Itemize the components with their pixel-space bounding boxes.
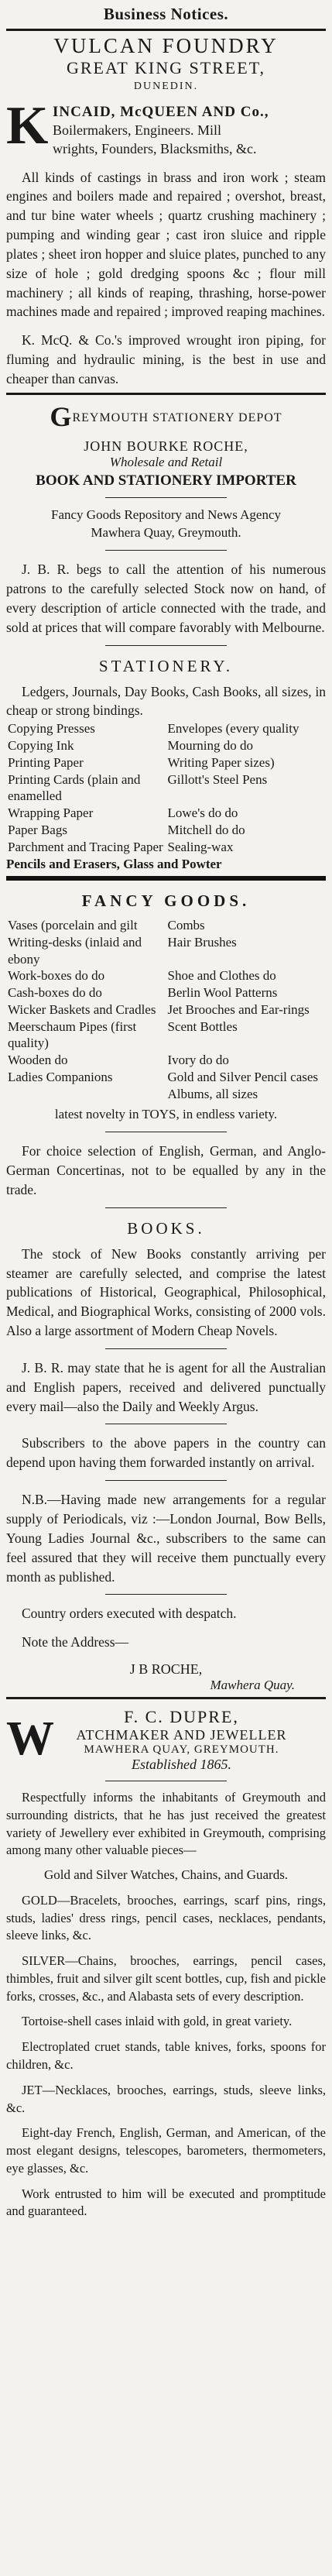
fancy-goods-heading: FANCY GOODS. bbox=[81, 891, 251, 911]
fancy-item-row bbox=[6, 984, 326, 1001]
fancy-item-row bbox=[6, 1001, 326, 1018]
stationery-item-right-item: Mitchell do do bbox=[167, 822, 245, 837]
books-rule-4 bbox=[105, 1480, 227, 1481]
divider-2 bbox=[6, 1697, 326, 1699]
books-address-place: Mawhera Quay. bbox=[210, 1678, 295, 1693]
books-paragraph-3: Subscribers to the above papers in the country can depend upon having them forwarded instantly on arrival. bbox=[6, 1435, 326, 1471]
stationery-rule-2 bbox=[105, 550, 227, 551]
stationery-item-right-item: Gillott's Steel Pens bbox=[167, 771, 268, 787]
stationery-item-left-item: Copying Presses bbox=[8, 721, 95, 737]
fancy-item-right-item: Hair Brushes bbox=[167, 934, 237, 950]
fancy-item-row bbox=[6, 934, 326, 968]
books-note: Note the Address— bbox=[22, 1634, 129, 1650]
toys-line: latest novelty in TOYS, in endless variety. bbox=[54, 1107, 278, 1122]
dupre-repairs: Work entrusted to him will be executed and promptitude and guaranteed. bbox=[6, 2186, 326, 2219]
fancy-item-row bbox=[6, 917, 326, 934]
dupre-place: MAWHERA QUAY, GREYMOUTH. bbox=[84, 1743, 279, 1757]
fancy-item-right-item: Berlin Wool Patterns bbox=[167, 985, 278, 1001]
stationery-item-row bbox=[6, 720, 326, 737]
vulcan-firm-block bbox=[6, 95, 326, 159]
stationery-item-row bbox=[6, 839, 326, 856]
stationery-item-left-item: Printing Paper bbox=[8, 754, 84, 770]
stationery-section-heading: STATIONERY. bbox=[98, 656, 234, 675]
column-header: Business Notices. bbox=[103, 5, 229, 23]
fancy-goods-table bbox=[6, 917, 326, 1102]
dupre-jet: JET—Necklaces, brooches, earrings, studs, sleeve links, &c. bbox=[6, 2082, 326, 2115]
stationery-item-row bbox=[6, 737, 326, 754]
stationery-paragraph-1: J. B. R. begs to call the attention of his numerous patrons to the carefully selected Stock now on hand, of every description of article connected with the trade, and sold at prices that will compare favorably with Melbourne. bbox=[6, 562, 326, 635]
fancy-item-right-item: Ivory do do bbox=[167, 1053, 229, 1068]
stationery-item-left-item: Copying Ink bbox=[8, 738, 74, 754]
fancy-item-right-item: Gold and Silver Pencil cases bbox=[167, 1069, 319, 1084]
stationery-item-table bbox=[6, 720, 326, 855]
books-paragraph-4: N.B.—Having made new arrangements for a regular supply of Periodicals, viz :—London Journal, Bow Bells, Young Ladies Journal &c., subscribers to the same can feel assured that they will receive them punctually every month as published. bbox=[6, 1492, 326, 1585]
fancy-item-left-item: Cash-boxes do do bbox=[8, 985, 102, 1001]
stationery-line-2: Mawhera Quay, Greymouth. bbox=[91, 525, 241, 541]
vulcan-firm-name: INCAID, McQUEEN AND Co., bbox=[53, 103, 269, 120]
dupre-electro: Electroplated cruet stands, table knives, forks, spoons for children, &c. bbox=[6, 2039, 326, 2073]
dupre-established: Established 1865. bbox=[132, 1757, 231, 1773]
vulcan-title: VULCAN FOUNDRY bbox=[53, 34, 279, 57]
vulcan-city: DUNEDIN. bbox=[133, 80, 199, 92]
fancy-item-left-item: Wicker Baskets and Cradles bbox=[8, 1001, 156, 1017]
books-rule bbox=[105, 1207, 227, 1208]
stationery-proprietor: JOHN BOURKE ROCHE, bbox=[84, 438, 248, 454]
fancy-item-left-item: Vases (porcelain and gilt bbox=[8, 918, 138, 933]
stationery-item-row bbox=[6, 771, 326, 805]
books-paragraph-1: The stock of New Books constantly arriving per steamer are carefully selected, and comprise the latest publications of Historical, Geographical, Philosophical, Medical, and Biographical Works, consisting of 2000 vols. Also a large assortment of Modern Cheap Novels. bbox=[6, 1245, 326, 1339]
dupre-title: F. C. DUPRE, bbox=[124, 1707, 239, 1727]
stationery-item-row bbox=[6, 822, 326, 839]
dupre-watches-line: Gold and Silver Watches, Chains, and Guards. bbox=[43, 1867, 289, 1883]
vulcan-street: GREAT KING STREET, bbox=[66, 57, 265, 77]
fancy-item-row bbox=[6, 1086, 326, 1103]
fancy-item-right-item: Albums, all sizes bbox=[167, 1086, 258, 1101]
fancy-item-row bbox=[6, 967, 326, 984]
vulcan-paragraph-2: K. McQ. & Co.'s improved wrought iron piping, for fluming and hydraulic mining, is the best in use and cheaper than canvas. bbox=[6, 332, 326, 387]
books-address-name: J B ROCHE, bbox=[129, 1661, 203, 1678]
books-rule-5 bbox=[105, 1594, 227, 1595]
fancy-item-row bbox=[6, 1018, 326, 1053]
stationery-heading bbox=[6, 399, 326, 435]
vulcan-trades-line-2: wrights, Founders, Blacksmiths, &c. bbox=[53, 141, 257, 157]
concertinas-paragraph: For choice selection of English, German, and Anglo-German Concertinas, not to be equalled by any in the trade. bbox=[6, 1143, 326, 1197]
vulcan-paragraph-1: All kinds of castings in brass and iron work ; steam engines and boilers made and repaired ; overshot, breast, and tur bine water wheels ; quartz crushing machinery ; pumping and winding gear ; cast iron sluice and ripple plates ; sheet iron hopper and sluice plates, punched to any size of hole ; gold dredging spoons &c ; flour mill machinery ; all kinds of reaping, thrashing, horse-power machines made and repaired ; improved reaping machines. bbox=[6, 169, 326, 320]
vulcan-foundry-notice bbox=[6, 35, 326, 389]
stationery-trade: BOOK AND STATIONERY IMPORTER bbox=[36, 472, 296, 489]
books-paragraph-2: J. B. R. may state that he is agent for all the Australian and English papers, received and delivered punctually every mail—also the Daily and Weekly Argus. bbox=[6, 1359, 326, 1414]
dupre-notice bbox=[6, 1707, 326, 2221]
dupre-tortoise: Tortoise-shell cases inlaid with gold, in great variety. bbox=[22, 2014, 293, 2029]
stationery-line-1: Fancy Goods Repository and News Agency bbox=[51, 507, 281, 522]
stationery-item-right-item: Sealing-wax bbox=[167, 839, 234, 854]
books-heading: BOOKS. bbox=[127, 1218, 205, 1238]
stationery-rule-3 bbox=[105, 645, 227, 646]
dupre-trade: ATCHMAKER AND JEWELLER bbox=[76, 1727, 287, 1743]
stationery-item-row bbox=[6, 805, 326, 822]
dupre-paragraph-1: Respectfully informs the inhabitants of Greymouth and surrounding districts, that he has just received the greatest variety of Jewellery ever exhibited in Greymouth, comprising among many other valuable pieces— bbox=[6, 1790, 326, 1858]
header-rule bbox=[6, 29, 326, 31]
vulcan-dropcap: K bbox=[6, 95, 49, 156]
dupre-gold: GOLD—Bracelets, brooches, earrings, scarf pins, rings, studs, ladies' dress rings, pencil cases, necklaces, pendants, sleeve links, &c. bbox=[6, 1892, 326, 1943]
fancy-item-right-item: Jet Brooches and Ear-rings bbox=[167, 1001, 310, 1017]
stationery-role: Wholesale and Retail bbox=[109, 454, 223, 469]
fancy-item-right-item: Combs bbox=[167, 918, 205, 933]
books-paragraph-5: Country orders executed with despatch. bbox=[22, 1606, 237, 1622]
torn-print-band bbox=[6, 876, 326, 881]
stationery-heading-text: REYMOUTH STATIONERY DEPOT bbox=[72, 410, 282, 424]
stationery-item-right-item: Mourning do do bbox=[167, 738, 253, 754]
fancy-item-left-item: Meerschaum Pipes (first quality) bbox=[8, 1018, 137, 1051]
fancy-item-left-item: Work-boxes do do bbox=[8, 968, 105, 984]
fancy-item-left-item: Ladies Companions bbox=[8, 1069, 113, 1084]
fancy-item-left-item bbox=[6, 1086, 166, 1103]
stationery-rule-1 bbox=[105, 497, 227, 498]
fancy-item-left-item: Writing-desks (inlaid and ebony bbox=[8, 934, 142, 967]
vulcan-trades-line-1: Boilermakers, Engineers. Mill bbox=[53, 122, 221, 138]
stationery-struck-line: Pencils and Erasers, Glass and Powter bbox=[6, 857, 222, 872]
divider-1 bbox=[6, 393, 326, 395]
dupre-silver: SILVER—Chains, brooches, earrings, pencil cases, thimbles, fruit and silver gilt scent bottles, cup, fish and pickle forks, crosses, &c., and Alabasta sets of every description. bbox=[6, 1953, 326, 2004]
dupre-dropcap: W bbox=[6, 1712, 54, 1766]
stationery-item-right-item: Writing Paper sizes) bbox=[167, 754, 275, 770]
stationery-depot-notice bbox=[6, 399, 326, 1693]
stationery-item-left-item: Paper Bags bbox=[8, 822, 67, 837]
fancy-item-row bbox=[6, 1052, 326, 1069]
stationery-item-row bbox=[6, 754, 326, 771]
fancy-item-right-item: Scent Bottles bbox=[167, 1018, 238, 1034]
books-rule-2 bbox=[105, 1348, 227, 1349]
stationery-intro: Ledgers, Journals, Day Books, Cash Books, all sizes, in cheap or strong bindings. bbox=[6, 683, 326, 719]
fancy-item-right-item: Shoe and Clothes do bbox=[167, 968, 276, 984]
fancy-item-row bbox=[6, 1069, 326, 1086]
stationery-dropcap: G bbox=[50, 400, 73, 432]
stationery-item-left-item: Wrapping Paper bbox=[8, 805, 94, 821]
dupre-heading-block bbox=[6, 1707, 326, 1773]
stationery-item-right-item: Envelopes (every quality bbox=[167, 721, 299, 737]
dupre-clocks: Eight-day French, English, German, and American, of the most elegant designs, telescopes, barometers, thermometers, eye glasses, &c. bbox=[6, 2125, 326, 2176]
stationery-item-right-item: Lowe's do do bbox=[167, 805, 238, 821]
fancy-item-left-item: Wooden do bbox=[8, 1053, 68, 1068]
stationery-item-left-item: Parchment and Tracing Paper bbox=[8, 839, 163, 854]
stationery-item-left-item: Printing Cards (plain and enamelled bbox=[8, 771, 141, 804]
